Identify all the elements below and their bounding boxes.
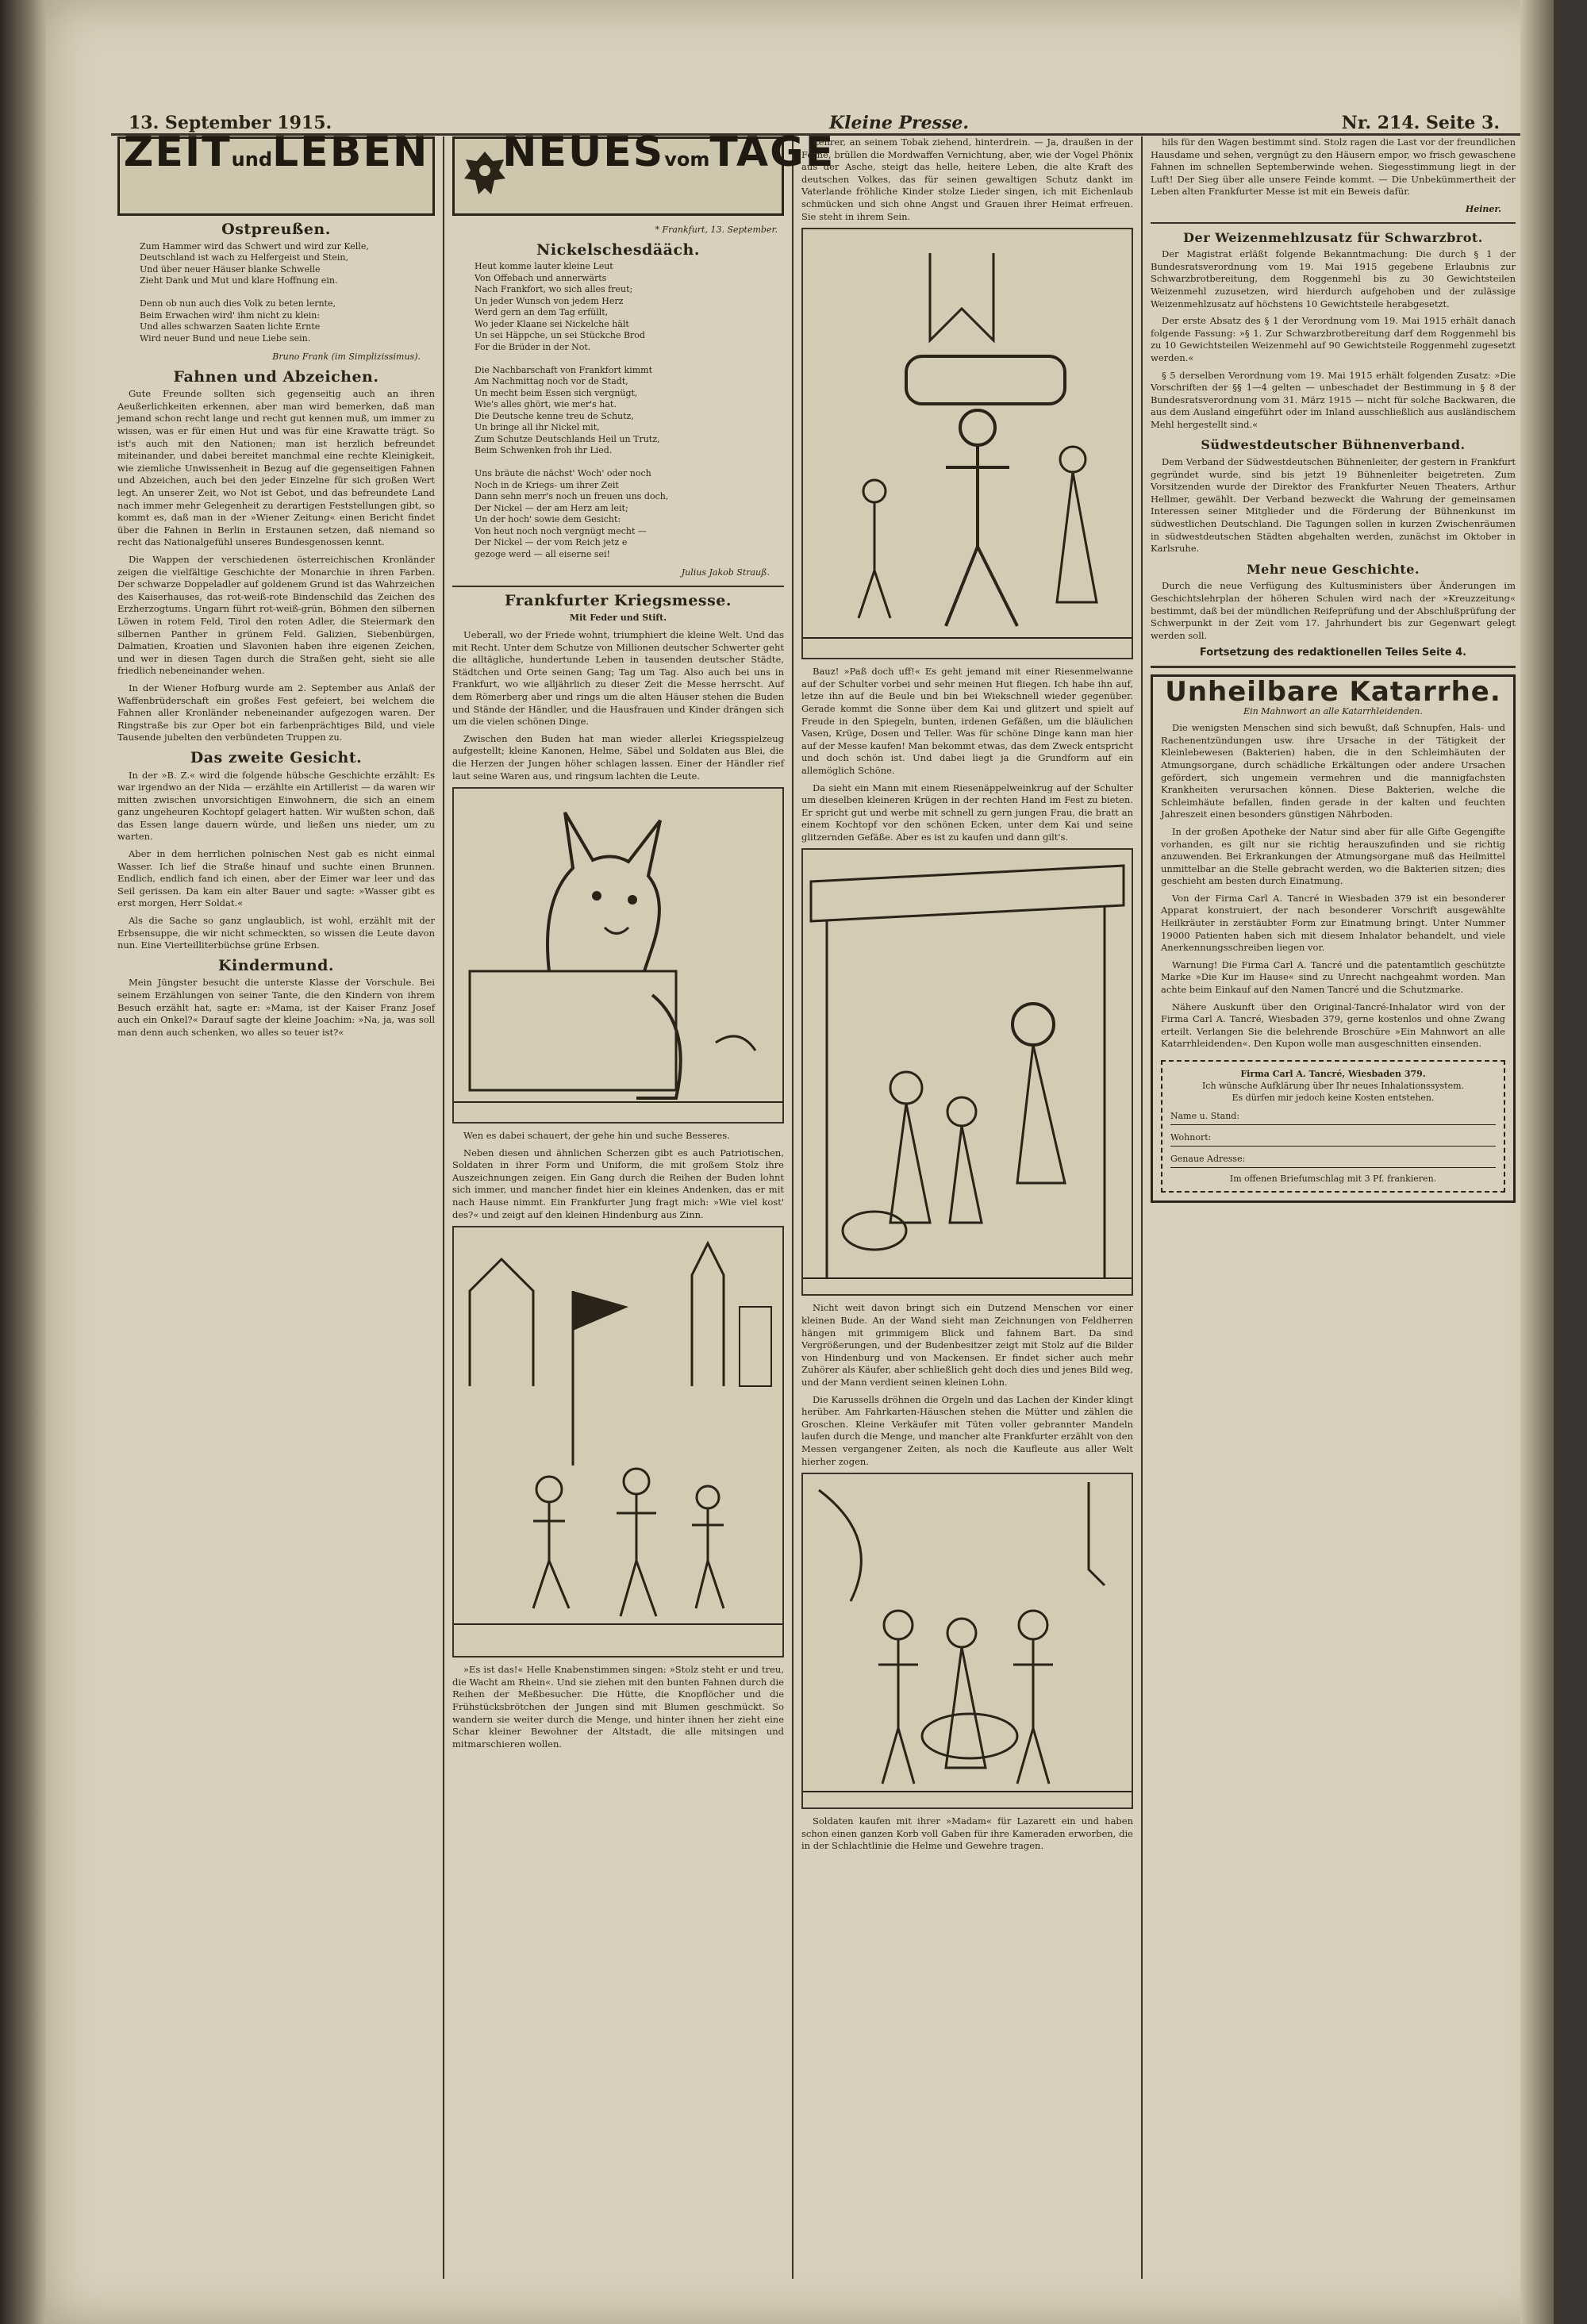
ad-subtitle: Ein Mahnwort an alle Katarrhleidenden. bbox=[1243, 705, 1423, 716]
illustration-market-stall bbox=[801, 848, 1133, 1296]
column-3 bbox=[801, 136, 1133, 1857]
poem-line: For die Brüder in der Not. bbox=[475, 341, 591, 352]
article-paragraph: Gute Freunde sollten sich gegenseitig auch an ihren Aeußerlichkeiten erkennen, aber man wird bemerken, daß man jemand schon recht lange und recht gut kennen muß, um immer zu wissen, was er für einen Hut und was für eine Krawatte trägt. So ist's auch mit den Nationen; man ist herzlich befreundet miteinander, und dabei bereitet manchmal eine rechte Kleinigkeit, wie ziemliche Unwissenheit in Bezug auf die gegenseitigen Fahnen und Abzeichen, auch bei den jeder Einzelne für sich großen Wert legt. An unserer Zeit, wo Not ist Gebot, und das befreundete Land nach immer mehr Gelegenheit zu derartigen Feststellungen gibt, so kommt es, daß man in der »Wiener Zeitung« einen Bericht findet über die Fahnen in Berlin in Erstaunen setzen, daß niemand so recht das Nationalgefühl unseres Bundesgenossen kennt. bbox=[117, 388, 435, 548]
poem-line: Zieht Dank und Mut und klare Hoffnung ein. bbox=[140, 275, 338, 286]
masthead-neues-vom-tage bbox=[452, 129, 836, 216]
eagle-emblem-icon bbox=[461, 147, 509, 202]
dateline: * Frankfurt, 13. September. bbox=[655, 225, 778, 235]
poem-line: Am Nachmittag noch vor de Stadt, bbox=[475, 376, 628, 387]
coupon-line: Ich wünsche Aufklärung über Ihr neues Inhalationssystem. bbox=[1201, 1081, 1465, 1091]
poem-author: Bruno Frank (im Simplizissimus). bbox=[272, 351, 421, 363]
poem-line: Der Nickel — der am Herz am leit; bbox=[475, 502, 628, 513]
article-title: Frankfurter Kriegsmesse. bbox=[504, 591, 732, 609]
poem-line: Werd gern an dem Tag erfüllt, bbox=[475, 307, 609, 318]
poem-line: Und über neuer Häuser blanke Schwelle bbox=[140, 263, 321, 275]
poem bbox=[452, 261, 784, 560]
continuation-note: Fortsetzung des redaktionellen Teiles Seite 4. bbox=[1199, 647, 1467, 659]
coupon-line: Es dürfen mir jedoch keine Kosten entstehen. bbox=[1232, 1093, 1435, 1103]
ad-paragraph: Die wenigsten Menschen sind sich bewußt, daß Schnupfen, Hals- und Rachenentzündungen usw. ihre Ursache in der Tätigkeit der Kleinlebewesen (Bakterien) haben, die in den Schleimhäuten der Atmungsorgane, durch schädliche Erkältungen oder andere Ursachen gefördert, sich ungemein vermehren und die mannigfachsten Krankheiten verursachen können. Diese Bakterien, welche die Schleimhäute befallen, finden gerade in der kalten und feuchten Jahreszeit einen besonders günstigen Nährboden. bbox=[1161, 722, 1505, 820]
illustration-caption: Soldaten kaufen mit ihrer »Madam« für Lazarett ein und haben schon einen ganzen Korb voll Gaben für ihre Kameraden erworben, die in der Schlachtlinie die Helme und Gewehre tragen. bbox=[801, 1815, 1133, 1852]
poem-author: Julius Jakob Strauß. bbox=[681, 567, 770, 578]
poem-line: Von Offebach und annerwärts bbox=[475, 272, 607, 283]
article-paragraph: Ueberall, wo der Friede wohnt, triumphiert die kleine Welt. Und das mit Recht. Unter dem Schutze von Millionen deutscher Schwerter geht die alltägliche, hundertunde Leben in tausenden deutscher Städte, Städtchen und Orte seinen Gang; Tag um Tag. Also auch bei uns in Frankfurt, wo wie alljährlich zu dieser Zeit die Messe herrscht. Auf dem Römerberg aber und rings um die alten Häuser stehen die Buden und Stände der Händler, und die Hausfrauen und Kinder drängen sich um die vielen schönen Dinge. bbox=[452, 628, 784, 728]
article-paragraph: Zwischen den Buden hat man wieder allerlei Kriegsspielzeug aufgestellt; kleine Kanonen, Helme, Säbel und Soldaten aus Blei, die die Herzen der Jungen höher schlagen lassen. Einer der Händler rief laut seine Waren aus, und ringsum lachten die Leute. bbox=[452, 732, 784, 782]
article-paragraph: Lehrer, an seinem Tobak ziehend, hinterdrein. — Ja, draußen in der Ferne, brüllen die Mordwaffen Vernichtung, aber, wie der Vogel Phönix aus der Asche, steigt das helle, heitere Leben, die alte Kraft des deutschen Volkes, das für seinen gewaltigen Schutz dankt im Vaterlande fröhliche Kinder stolze Lieder singen, ich mit Eichenlaub schmücken und sich ohne Angst und Grauen ihrer Heimat erfreuen. Sie steht in ihrem Sein. bbox=[801, 136, 1133, 222]
story2-title: Kindermund. bbox=[217, 956, 335, 974]
ad-paragraph: Von der Firma Carl A. Tancré in Wiesbaden 379 ist ein besonderer Apparat konstruiert, der nach besonderer Vorschrift ausgewählte Heilkräuter in zerstäubter Form zur Einatmung bringt. Unter Nummer 19000 Patienten haben sich mit diesem Inhalator behandelt, und viele Anerkennungsschreiben liegen vor. bbox=[1161, 892, 1505, 954]
poem-line: Von heut noch noch vergnügt mecht — bbox=[475, 525, 647, 536]
poem-line: Die Deutsche kenne treu de Schutz, bbox=[475, 410, 634, 421]
separator bbox=[452, 586, 784, 587]
notice-paragraph: Der Magistrat erläßt folgende Bekanntmachung: Die durch § 1 der Bundesratsverordnung vom 19. Mai 1915 gegebene Erlaubnis zur Schwarzbrotbereitung, dem Roggenmehl bis zu 30 Gewichtsteilen Weizenmehl zuzusetzen, wird hierdurch aufgehoben und der zulässige Weizenmehlzusatz auf höchstens 10 Gewichtsteile herabgesetzt. bbox=[1151, 248, 1516, 309]
header-issue-number: Nr. 214. Seite 3. bbox=[1341, 113, 1500, 133]
masthead-word-2: und bbox=[231, 148, 273, 171]
story-paragraph: Aber in dem herrlichen polnischen Nest gab es nicht einmal Wasser. Ich lief die Straße hinauf und suchte einen Brunnen. Endlich, endlich fand ich einen, aber der Eimer war leer und das Seil gerissen. Da kam ein alter Bauer und sagte: »Wasser gibt es erst morgen, Herr Soldat.« bbox=[117, 848, 435, 909]
illustration-toy-dog bbox=[452, 787, 784, 1124]
coupon-firm: Firma Carl A. Tancré, Wiesbaden 379. bbox=[1240, 1069, 1426, 1079]
article-paragraph: In der Wiener Hofburg wurde am 2. September aus Anlaß der Waffenbrüderschaft ein großes Fest gefeiert, bei welchem die Fahnen aller Kronländer nebeneinander aufgezogen waren. Der Ringstraße bis zur Oper bot ein farbenprächtiges Bild, und viele Tausende jubelten den verbündeten Truppen zu. bbox=[117, 682, 435, 743]
illustration-porter bbox=[801, 228, 1133, 659]
poem-line: gezoge werd — all eiserne sei! bbox=[475, 548, 610, 559]
article-title: Fahnen und Abzeichen. bbox=[173, 367, 379, 386]
story2-paragraph: Mein Jüngster besucht die unterste Klasse der Vorschule. Bei seinem Erzählungen von seiner Tante, die den Kindern von ihrem Besuch erzählt hat, sagte er: »Mama, ist der Kaiser Franz Josef auch ein Onkel?« Darauf sagte der kleine Joachim: »Na, ja, was soll man denn auch schenken, wo alles so teuer ist?« bbox=[117, 977, 435, 1038]
poem-line: Un mecht beim Essen sich vergnügt, bbox=[475, 387, 638, 398]
story-paragraph: Als die Sache so ganz unglaublich, ist wohl, erzählt mit der Erbsensuppe, die wir nicht schmeckten, so wissen die Leute davon nun. Eine Vierteilliterbüchse grüne Erbsen. bbox=[117, 915, 435, 951]
coupon-name-field[interactable]: Name u. Stand: bbox=[1170, 1108, 1496, 1125]
separator bbox=[1151, 222, 1516, 224]
article-paragraph: Die Karussells dröhnen die Orgeln und das Lachen der Kinder klingt herüber. Am Fahrkarten-Häuschen stehen die Mütter und zählen die Groschen. Kleine Verkäufer mit Tüten voller gebrannter Mandeln laufen durch die Menge, und mancher alte Frankfurter erzählt von den Messen vergangener Zeiten, als noch die Kaufleute aus aller Welt hierher zogen. bbox=[801, 1393, 1133, 1467]
header-paper-name: Kleine Presse. bbox=[829, 113, 970, 133]
poem-line: Nach Frankfort, wo sich alles freut; bbox=[475, 284, 633, 295]
poem-line: Un sei Häppche, un sei Stückche Brod bbox=[475, 330, 645, 341]
masthead-word-3: LEBEN bbox=[272, 129, 429, 176]
masthead-zeit-und-leben bbox=[117, 129, 435, 216]
ad-paragraph: Nähere Auskunft über den Original-Tancré-Inhalator wird von der Firma Carl A. Tancré, Wiesbaden 379, gerne kostenlos und ohne Zwang erteilt. Verlangen Sie die belehrende Broschüre »Ein Mahnwort an alle Katarrhleidenden«. Den Kupon wolle man ausgeschnitten einsenden. bbox=[1161, 1001, 1505, 1050]
poem-title: Nickelschesdääch. bbox=[536, 240, 700, 259]
newspaper-page bbox=[46, 0, 1554, 2324]
poem-line: Un der hoch' sowie dem Gesicht: bbox=[475, 514, 621, 525]
notice-paragraph: § 5 derselben Verordnung vom 19. Mai 1915 erhält folgenden Zusatz: »Die Vorschriften der §§ 1—4 gelten — unbeschadet der Bestimmung in § 8 der Bundesratsverordnung vom 31. März 1915 — nicht für solche Backwaren, die aus dem Ausland eingeführt oder im Inland ausschließlich aus ausländischem Mehl hergestellt sind.« bbox=[1151, 369, 1516, 430]
column-rule-1 bbox=[443, 136, 444, 2279]
poem-title: Ostpreußen. bbox=[221, 221, 331, 238]
poem-line: Die Nachbarschaft von Frankfort kimmt bbox=[475, 364, 653, 375]
page-right-edge bbox=[1520, 0, 1554, 2324]
article-paragraph: Neben diesen und ähnlichen Scherzen gibt es auch Patriotischen, Soldaten in ihrer Form und Uniform, die mit großem Stolz ihre Auszeichnungen zeigen. Ein Gang durch die Reihen der Buden lohnt sich immer, und mancher findet hier ein kleines Andenken, das er mit nach Hause nimmt. Ein Frankfurter Jung fragt mich: »Wie viel kost' des?« und zeigt auf den kleinen Hindenburg aus Zinn. bbox=[452, 1147, 784, 1220]
poem-line bbox=[140, 287, 435, 299]
column-rule-3 bbox=[1141, 136, 1143, 2279]
illustration-soldiers-shopping bbox=[801, 1473, 1133, 1809]
book-spine bbox=[0, 0, 46, 2324]
masthead-word-2: vom bbox=[664, 148, 710, 171]
story-title: Das zweite Gesicht. bbox=[190, 748, 363, 766]
poem-line: Beim Erwachen wird' ihm nicht zu klein: bbox=[140, 309, 321, 321]
separator bbox=[1151, 666, 1516, 668]
poem-line: Heut komme lauter kleine Leut bbox=[475, 261, 613, 272]
poem bbox=[117, 241, 435, 345]
masthead-word-1: NEUES bbox=[502, 129, 665, 176]
poem-line: Der Nickel — der vom Reich jetz e bbox=[475, 537, 628, 548]
notice-paragraph: Der erste Absatz des § 1 der Verordnung vom 19. Mai 1915 erhält danach folgende Fassung: »§ 1. Zur Schwarzbrotbereitung darf dem Roggenmehl bis zu 10 Gewichtsteilen Weizenmehl auf 90 Gewichtsteile Roggenmehl zugesetzt werden.« bbox=[1151, 315, 1516, 363]
masthead-word-1: ZEIT bbox=[123, 129, 232, 176]
column-rule-2 bbox=[792, 136, 794, 2279]
coupon-address-field[interactable]: Genaue Adresse: bbox=[1170, 1151, 1496, 1168]
notice-title: Südwestdeutscher Bühnenverband. bbox=[1201, 437, 1466, 453]
coupon-place-field[interactable]: Wohnort: bbox=[1170, 1130, 1496, 1147]
notice-title: Mehr neue Geschichte. bbox=[1246, 561, 1420, 577]
poem-line: Un bringe all ihr Nickel mit, bbox=[475, 422, 600, 433]
poem-line: Noch in de Kriegs- um ihrer Zeit bbox=[475, 479, 619, 490]
story-paragraph: In der »B. Z.« wird die folgende hübsche Geschichte erzählt: Es war irgendwo an der Nida — erzählte ein Artillerist — da waren wir mitten zwischen unvorsichtigen Einwohnern, die sich an einem ganz ungeheuren Kochtopf gelagert hatten. Wir wußten schon, daß das Essen lange dauern würde, und ließen uns nieder, um zu warten. bbox=[117, 769, 435, 843]
column-4 bbox=[1151, 136, 1516, 1203]
poem-line: Wie's alles ghört, wie mer's hat. bbox=[475, 399, 617, 410]
article-paragraph: Da sieht ein Mann mit einem Riesenäppelweinkrug auf der Schulter um dieselben kleineren Krügen in der rechten Hand im Fest zu bieten. Er spricht gut und werbe mit schnell zu gern jungen Frau, die bratt an einem Kochtopf vor den schönen Ecken, unter dem Kai und seine glitzernden Gefäße. Aber es ist zu kaufen und dann gilt's. bbox=[801, 782, 1133, 843]
coupon-footer: Im offenen Briefumschlag mit 3 Pf. frankieren. bbox=[1229, 1174, 1437, 1184]
advertisement-box bbox=[1151, 674, 1516, 1203]
article-signature: Heiner. bbox=[1465, 203, 1501, 214]
poem-line: Und alles schwarzen Saaten lichte Ernte bbox=[140, 321, 321, 332]
notice-title: Der Weizenmehlzusatz für Schwarzbrot. bbox=[1183, 229, 1483, 245]
order-coupon[interactable] bbox=[1161, 1060, 1505, 1193]
illustration-parade bbox=[452, 1226, 784, 1658]
ad-title: Unheilbare Katarrhe. bbox=[1165, 675, 1501, 708]
illustration-caption: Nicht weit davon bringt sich ein Dutzend Menschen vor einer kleinen Bude. An der Wand sieht man Zeichnungen von Feldherren hängen mit grimmigem Blick und fahnem Bart. Da sind Vergrößerungen, und der Budenbesitzer zeigt mit Stolz auf die Bilder von Hindenburg und von Mackensen. Er findet sicher auch mehr Zuhörer als Käufer, aber schließlich geht doch dies und jenes Bild weg, und der Mann verdient seinen kleinen Lohn. bbox=[801, 1302, 1133, 1389]
poem-line: Zum Hammer wird das Schwert und wird zur Kelle, bbox=[140, 240, 369, 252]
ad-paragraph: In der großen Apotheke der Natur sind aber für alle Gifte Gegengifte vorhanden, es gilt nur sie richtig herauszufinden und sie richtig anzuwenden. Bei Erkrankungen der Atmungsorgane muß das Heilmittel unmittelbar an die Stelle gebracht werden, wo die Bakterien sitzen; dies geschieht am besten durch Einatmung. bbox=[1161, 825, 1505, 887]
header-date: 13. September 1915. bbox=[129, 113, 332, 133]
notice-paragraph: Durch die neue Verfügung des Kultusministers über Änderungen im Geschichtslehrplan der höheren Schulen wird nach der »Kreuzzeitung« bestimmt, daß bei der mündlichen Reifeprüfung und der Abschlußprüfung der Schwerpunkt in der Zeit vom 17. Jahrhundert bis zur Gegenwart gelegt werden soll. bbox=[1151, 580, 1516, 641]
poem-line: Wird neuer Bund und neue Liebe sein. bbox=[140, 332, 311, 344]
poem-line: Deutschland ist wach zu Helfergeist und Stein, bbox=[140, 252, 348, 263]
ad-paragraph: Warnung! Die Firma Carl A. Tancré und die patentamtlich geschützte Marke »Die Kur im Hause« sind zu Unrecht nachgeahmt worden. Man achte beim Einkauf auf den Namen Tancré und die Schutzmarke. bbox=[1161, 958, 1505, 996]
column-2 bbox=[452, 129, 836, 1755]
column-1 bbox=[117, 129, 435, 1043]
illustration-caption: Bauz! »Paß doch uff!« Es geht jemand mit einer Riesenmelwanne auf der Schulter vorbei und sehr meinen Hut fliegen. Ich habe ihn auf, letze ihn auf die Beule und bin bei Wiekschnell wieder gegenüber. Gerade kommt die Sonne über dem Kai und glitzert und spielt auf Freude in den Spiegeln, bunten, irdenen Gefäßen, um die bläulichen Vasen, Krüge, Dosen und Teller. Was für schöne Dinge kann man hier auf der Messe kaufen! Man bekommt etwas, das dem Zweck entspricht und doch schön ist. Und dabei liegt ja die Grundform auf ein allemöglich Schöne. bbox=[801, 666, 1133, 776]
article-subtitle: Mit Feder und Stift. bbox=[569, 613, 667, 624]
notice-paragraph: Dem Verband der Südwestdeutschen Bühnenleiter, der gestern in Frankfurt gegründet wurde, sind bis jetzt 19 Bühnenleiter beigetreten. Zum Vorsitzenden wurde der Direktor des Frankfurter Neuen Theaters, Arthur Hellmer, gewählt. Der Verband bezweckt die Wahrung der gemeinsamen Interessen seiner Mitglieder und die Förderung der Bühnenkunst im südwestlichen Deutschland. Die Tagungen sollen in kurzen Zwischenräumen in südwestdeutschen Städten abgehalten werden, zunächst im Oktober in Karlsruhe. bbox=[1151, 456, 1516, 555]
poem-line: Denn ob nun auch dies Volk zu beten lernte, bbox=[140, 298, 336, 309]
poem-line: Dann sehn merr's noch un freuen uns doch, bbox=[475, 491, 669, 502]
poem-line: Zum Schutze Deutschlands Heil un Trutz, bbox=[475, 433, 660, 444]
poem-line: Beim Schwenken froh ihr Lied. bbox=[475, 445, 613, 456]
article-paragraph: Die Wappen der verschiedenen österreichischen Kronländer zeigen die vielfältige Geschichte der Monarchie in ihren Farben. Der schwarze Doppeladler auf goldenem Grund ist das Wahrzeichen des Kaiserhauses, das rot-weiß-rote Bindenschild das Zeichen des Erzherzogtums. Ungarn führt rot-weiß-grün, Böhmen den silbernen Löwen in rotem Feld, Tirol den roten Adler, die Steiermark den silbernen Panther in grünem Feld. Galizien, Siebenbürgen, Dalmatien, Kroatien und Slavonien haben ihre eigenen Zeichen, und wer in diesen Tagen durch die Straßen geht, sieht sie alle friedlich nebeneinander wehen. bbox=[117, 554, 435, 677]
poem-line bbox=[475, 353, 784, 365]
poem-line bbox=[475, 457, 784, 469]
illustration-caption: »Es ist das!« Helle Knabenstimmen singen: »Stolz steht er und treu, die Wacht am Rhein«. Und sie ziehen mit den bunten Fahnen durch die Reihen der Meßbesucher. Die Hütte, die Knopflöcher und die Frühstücksbrötchen der Jungen sind mit Blumen geschmückt. So wandern sie weiter durch die Menge, und hinter ihnen her zieht eine Schar kleiner Bewohner der Altstadt, die alle mitsingen und mitmarschieren wollen. bbox=[452, 1664, 784, 1750]
poem-line: Un jeder Wunsch von jedem Herz bbox=[475, 295, 624, 306]
poem-line: Uns bräute die nächst' Woch' oder noch bbox=[475, 468, 651, 479]
article-paragraph: hils für den Wagen bestimmt sind. Stolz ragen die Last vor der freundlichen Hausdame und sehen, vergnügt zu den Häusern empor, wo frisch gewaschene Fahnen im schnellen Septemberwinde wehen. Siegesstimmung liegt in der Luft! Der Sieg über alle unsere Feinde kommt. — Die Unbekümmertheit der Leben alten Frankfurter Messe ist mit ein Beweis dafür. bbox=[1151, 136, 1516, 198]
illustration-caption: Wen es dabei schauert, der gehe hin und suche Besseres. bbox=[463, 1130, 730, 1142]
masthead-word-3: TAGE bbox=[709, 129, 836, 176]
poem-line: Wo jeder Klaane sei Nickelche hält bbox=[475, 318, 629, 329]
